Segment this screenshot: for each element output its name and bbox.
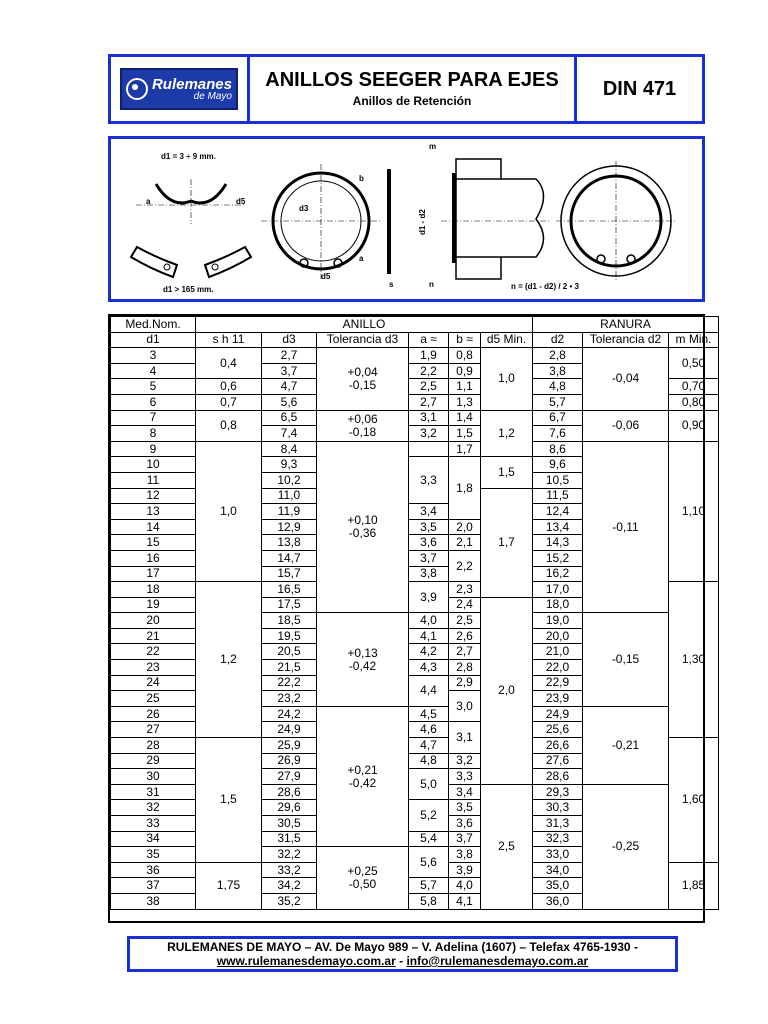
column-header: b ≈ xyxy=(449,332,481,348)
dimensions-table-frame xyxy=(108,314,712,923)
cell-a: 3,7 xyxy=(409,550,449,566)
cell-d1: 16 xyxy=(111,550,196,566)
cell-a: 5,7 xyxy=(409,878,449,894)
cell-a: 4,2 xyxy=(409,644,449,660)
cell-tol-d2: -0,11 xyxy=(583,441,669,613)
cell-d3: 26,9 xyxy=(262,753,317,769)
cell-m: 1,60 xyxy=(669,738,719,863)
cell-d2: 4,8 xyxy=(533,379,583,395)
cell-tol-d2: -0,04 xyxy=(583,348,669,410)
cell-m: 1,30 xyxy=(669,582,719,738)
svg-text:d5: d5 xyxy=(321,272,331,281)
cell-d3: 22,2 xyxy=(262,675,317,691)
cell-d3: 5,6 xyxy=(262,394,317,410)
cell-d5: 1,7 xyxy=(481,488,533,597)
column-header: Tolerancia d3 xyxy=(317,332,409,348)
cell-d1: 34 xyxy=(111,831,196,847)
cell-d2: 25,6 xyxy=(533,722,583,738)
cell-s: 1,2 xyxy=(196,582,262,738)
cell-a: 3,8 xyxy=(409,566,449,582)
email-link[interactable]: info@rulemanesdemayo.com.ar xyxy=(406,954,589,968)
cell-a: 2,5 xyxy=(409,379,449,395)
cell-b: 1,8 xyxy=(449,457,481,519)
cell-d5: 1,5 xyxy=(481,457,533,488)
cell-s: 1,5 xyxy=(196,738,262,863)
cell-d3: 15,7 xyxy=(262,566,317,582)
cell-d3: 32,2 xyxy=(262,847,317,863)
company-logo xyxy=(120,68,238,110)
cell-b: 2,5 xyxy=(449,613,481,629)
cell-d2: 36,0 xyxy=(533,893,583,909)
cell-b: 3,5 xyxy=(449,800,481,816)
svg-text:n: n xyxy=(429,280,434,289)
cell-d1: 38 xyxy=(111,893,196,909)
cell-d1: 29 xyxy=(111,753,196,769)
svg-text:a: a xyxy=(146,197,151,206)
cell-d1: 11 xyxy=(111,472,196,488)
cell-d1: 17 xyxy=(111,566,196,582)
cell-a: 4,5 xyxy=(409,706,449,722)
diagram-svg xyxy=(111,139,702,299)
cell-d2: 29,3 xyxy=(533,784,583,800)
cell-tol-d2: -0,15 xyxy=(583,613,669,707)
cell-b: 1,7 xyxy=(449,441,481,457)
column-header: d5 Min. xyxy=(481,332,533,348)
cell-d3: 7,4 xyxy=(262,426,317,442)
cell-d5: 1,2 xyxy=(481,410,533,457)
cell-d1: 19 xyxy=(111,597,196,613)
cell-d2: 24,9 xyxy=(533,706,583,722)
cell-d2: 34,0 xyxy=(533,862,583,878)
cell-a: 4,1 xyxy=(409,628,449,644)
cell-d3: 10,2 xyxy=(262,472,317,488)
cell-d3: 21,5 xyxy=(262,660,317,676)
cell-d1: 32 xyxy=(111,800,196,816)
cell-a: 3,1 xyxy=(409,410,449,426)
page-subtitle: Anillos de Retención xyxy=(352,94,472,108)
cell-d3: 14,7 xyxy=(262,550,317,566)
cell-m: 0,70 xyxy=(669,379,719,395)
cell-b: 2,6 xyxy=(449,628,481,644)
cell-b: 3,3 xyxy=(449,769,481,785)
cell-d2: 2,8 xyxy=(533,348,583,364)
cell-b: 2,1 xyxy=(449,535,481,551)
cell-d1: 35 xyxy=(111,847,196,863)
cell-d1: 23 xyxy=(111,660,196,676)
cell-b: 2,8 xyxy=(449,660,481,676)
cell-b: 3,1 xyxy=(449,722,481,753)
cell-d3: 4,7 xyxy=(262,379,317,395)
cell-d1: 3 xyxy=(111,348,196,364)
cell-d1: 31 xyxy=(111,784,196,800)
cell-d3: 24,2 xyxy=(262,706,317,722)
header xyxy=(108,54,705,124)
large-ring-segment-right xyxy=(205,247,251,277)
cell-d2: 21,0 xyxy=(533,644,583,660)
cell-a xyxy=(409,441,449,457)
cell-tol-d3: +0,25 -0,50 xyxy=(317,847,409,909)
cell-a: 3,6 xyxy=(409,535,449,551)
cell-d2: 13,4 xyxy=(533,519,583,535)
cell-b: 3,2 xyxy=(449,753,481,769)
cell-d1: 30 xyxy=(111,769,196,785)
column-header: d2 xyxy=(533,332,583,348)
svg-text:m: m xyxy=(429,142,437,151)
technical-diagram xyxy=(108,136,705,302)
cell-d2: 32,3 xyxy=(533,831,583,847)
cell-tol-d3: +0,04 -0,15 xyxy=(317,348,409,410)
svg-text:d3: d3 xyxy=(299,204,309,213)
title-cell xyxy=(250,57,577,121)
cell-d2: 28,6 xyxy=(533,769,583,785)
cell-d2: 7,6 xyxy=(533,426,583,442)
cell-tol-d3: +0,13 -0,42 xyxy=(317,613,409,707)
cell-d1: 18 xyxy=(111,582,196,598)
bearing-icon xyxy=(126,78,148,100)
cell-a: 4,0 xyxy=(409,613,449,629)
cell-d3: 11,0 xyxy=(262,488,317,504)
cell-a: 1,9 xyxy=(409,348,449,364)
cell-s: 1,75 xyxy=(196,862,262,909)
column-header: Tolerancia d2 xyxy=(583,332,669,348)
footer-address: RULEMANES DE MAYO – AV. De Mayo 989 – V. Adelina (1607) – Telefax 4765-1930 - xyxy=(167,940,638,954)
cell-d3: 16,5 xyxy=(262,582,317,598)
cell-a: 5,2 xyxy=(409,800,449,831)
group-header-med: Med.Nom. xyxy=(111,317,196,333)
svg-text:d5: d5 xyxy=(236,197,246,206)
cell-s: 0,8 xyxy=(196,410,262,441)
cell-b: 3,9 xyxy=(449,862,481,878)
dimensions-table xyxy=(110,316,719,910)
cell-d3: 34,2 xyxy=(262,878,317,894)
cell-d1: 27 xyxy=(111,722,196,738)
cell-m: 0,50 xyxy=(669,348,719,379)
cell-d2: 3,8 xyxy=(533,363,583,379)
cell-d1: 33 xyxy=(111,816,196,832)
cell-d3: 11,9 xyxy=(262,504,317,520)
cell-a: 4,6 xyxy=(409,722,449,738)
cell-d2: 8,6 xyxy=(533,441,583,457)
cell-m: 1,10 xyxy=(669,441,719,581)
range-small-label: d1 = 3 ÷ 9 mm. xyxy=(161,152,216,161)
standard-label: DIN 471 xyxy=(602,77,677,100)
groove-formula: n = (d1 - d2) / 2 • 3 xyxy=(511,282,579,291)
column-header: m Min. xyxy=(669,332,719,348)
cell-d2: 27,6 xyxy=(533,753,583,769)
ring-side-view xyxy=(387,169,391,274)
logo-sub: de Mayo xyxy=(193,90,232,102)
column-header: d3 xyxy=(262,332,317,348)
column-header: d1 xyxy=(111,332,196,348)
cell-b: 0,8 xyxy=(449,348,481,364)
cell-tol-d3: +0,06 -0,18 xyxy=(317,410,409,441)
cell-s: 0,4 xyxy=(196,348,262,379)
cell-b: 4,0 xyxy=(449,878,481,894)
cell-d3: 3,7 xyxy=(262,363,317,379)
cell-d1: 37 xyxy=(111,878,196,894)
logo-cell xyxy=(111,57,250,121)
range-large-label: d1 > 165 mm. xyxy=(163,285,214,294)
cell-b: 2,4 xyxy=(449,597,481,613)
cell-d5: 2,0 xyxy=(481,597,533,784)
cell-a: 3,5 xyxy=(409,519,449,535)
cell-a: 2,7 xyxy=(409,394,449,410)
shaft xyxy=(456,179,544,257)
cell-b: 3,8 xyxy=(449,847,481,863)
cell-m: 1,85 xyxy=(669,862,719,909)
cell-d1: 10 xyxy=(111,457,196,473)
cell-a: 5,0 xyxy=(409,769,449,800)
cell-tol-d2: -0,06 xyxy=(583,410,669,441)
svg-text:d1 - d2: d1 - d2 xyxy=(418,209,427,235)
cell-d1: 7 xyxy=(111,410,196,426)
cell-b: 1,3 xyxy=(449,394,481,410)
cell-d5: 2,5 xyxy=(481,784,533,909)
cell-d1: 15 xyxy=(111,535,196,551)
cell-d3: 6,5 xyxy=(262,410,317,426)
cell-d2: 12,4 xyxy=(533,504,583,520)
cell-d5: 1,0 xyxy=(481,348,533,410)
cell-d1: 36 xyxy=(111,862,196,878)
cell-a: 5,4 xyxy=(409,831,449,847)
cell-b: 3,7 xyxy=(449,831,481,847)
column-header: s h 11 xyxy=(196,332,262,348)
cell-a: 5,8 xyxy=(409,893,449,909)
cell-b: 2,3 xyxy=(449,582,481,598)
cell-d1: 4 xyxy=(111,363,196,379)
cell-d1: 9 xyxy=(111,441,196,457)
cell-d1: 25 xyxy=(111,691,196,707)
cell-b: 3,6 xyxy=(449,816,481,832)
cell-tol-d2: -0,21 xyxy=(583,706,669,784)
cell-d2: 30,3 xyxy=(533,800,583,816)
large-ring-segment-left xyxy=(131,247,177,277)
cell-d1: 24 xyxy=(111,675,196,691)
cell-d1: 21 xyxy=(111,628,196,644)
cell-d2: 19,0 xyxy=(533,613,583,629)
cell-d1: 5 xyxy=(111,379,196,395)
cell-d3: 33,2 xyxy=(262,862,317,878)
cell-d1: 22 xyxy=(111,644,196,660)
cell-d2: 22,0 xyxy=(533,660,583,676)
cell-m: 0,90 xyxy=(669,410,719,441)
cell-a: 5,6 xyxy=(409,847,449,878)
cell-d2: 6,7 xyxy=(533,410,583,426)
svg-text:b: b xyxy=(359,174,364,183)
cell-s: 0,6 xyxy=(196,379,262,395)
cell-a: 3,3 xyxy=(409,457,449,504)
cell-b: 1,1 xyxy=(449,379,481,395)
cell-d3: 25,9 xyxy=(262,738,317,754)
cell-d2: 18,0 xyxy=(533,597,583,613)
cell-m: 0,80 xyxy=(669,394,719,410)
cell-d3: 23,2 xyxy=(262,691,317,707)
cell-d1: 6 xyxy=(111,394,196,410)
cell-d1: 20 xyxy=(111,613,196,629)
cell-d2: 35,0 xyxy=(533,878,583,894)
footer: RULEMANES DE MAYO – AV. De Mayo 989 – V. Adelina (1607) – Telefax 4765-1930 - www.rulemanesdemayo.com.ar - info@rulemanesdemayo.com.ar xyxy=(127,936,678,972)
cell-a: 4,7 xyxy=(409,738,449,754)
cell-d1: 13 xyxy=(111,504,196,520)
cell-d2: 17,0 xyxy=(533,582,583,598)
cell-a: 4,3 xyxy=(409,660,449,676)
cell-d3: 20,5 xyxy=(262,644,317,660)
table-row xyxy=(111,441,719,457)
cell-s: 0,7 xyxy=(196,394,262,410)
cell-b: 3,4 xyxy=(449,784,481,800)
table-row xyxy=(111,410,719,426)
cell-d3: 18,5 xyxy=(262,613,317,629)
cell-d2: 33,0 xyxy=(533,847,583,863)
cell-d3: 31,5 xyxy=(262,831,317,847)
cell-b: 2,9 xyxy=(449,675,481,691)
page-title: ANILLOS SEEGER PARA EJES xyxy=(265,69,559,91)
cell-d2: 22,9 xyxy=(533,675,583,691)
cell-d2: 10,5 xyxy=(533,472,583,488)
group-header-anillo: ANILLO xyxy=(196,317,533,333)
cell-d2: 5,7 xyxy=(533,394,583,410)
cell-d1: 28 xyxy=(111,738,196,754)
cell-b: 1,4 xyxy=(449,410,481,426)
cell-d3: 2,7 xyxy=(262,348,317,364)
cell-d2: 11,5 xyxy=(533,488,583,504)
cell-d1: 26 xyxy=(111,706,196,722)
cell-d2: 20,0 xyxy=(533,628,583,644)
cell-a: 3,2 xyxy=(409,426,449,442)
cell-a: 2,2 xyxy=(409,363,449,379)
cell-d1: 12 xyxy=(111,488,196,504)
cell-d2: 14,3 xyxy=(533,535,583,551)
cell-b: 4,1 xyxy=(449,893,481,909)
cell-d3: 17,5 xyxy=(262,597,317,613)
cell-b: 2,7 xyxy=(449,644,481,660)
cell-d3: 27,9 xyxy=(262,769,317,785)
cell-d3: 9,3 xyxy=(262,457,317,473)
cell-a: 4,8 xyxy=(409,753,449,769)
svg-text:s: s xyxy=(389,280,394,289)
column-header: a ≈ xyxy=(409,332,449,348)
cell-d2: 31,3 xyxy=(533,816,583,832)
cell-d3: 24,9 xyxy=(262,722,317,738)
cell-d3: 28,6 xyxy=(262,784,317,800)
logo-name: Rulemanes xyxy=(151,75,232,93)
cell-a: 4,4 xyxy=(409,675,449,706)
cell-a: 3,4 xyxy=(409,504,449,520)
cell-d3: 30,5 xyxy=(262,816,317,832)
cell-b: 1,5 xyxy=(449,426,481,442)
cell-b: 3,0 xyxy=(449,691,481,722)
cell-tol-d3: +0,10 -0,36 xyxy=(317,441,409,613)
cell-d2: 15,2 xyxy=(533,550,583,566)
table-row xyxy=(111,348,719,364)
cell-d3: 35,2 xyxy=(262,893,317,909)
cell-d3: 19,5 xyxy=(262,628,317,644)
cell-a: 3,9 xyxy=(409,582,449,613)
cell-b: 2,2 xyxy=(449,550,481,581)
cell-d2: 26,6 xyxy=(533,738,583,754)
cell-d3: 13,8 xyxy=(262,535,317,551)
cell-d3: 29,6 xyxy=(262,800,317,816)
cell-d2: 16,2 xyxy=(533,566,583,582)
group-header-ranura: RANURA xyxy=(533,317,719,333)
cell-d2: 23,9 xyxy=(533,691,583,707)
cell-d2: 9,6 xyxy=(533,457,583,473)
cell-tol-d3: +0,21 -0,42 xyxy=(317,706,409,846)
svg-text:a: a xyxy=(359,254,364,263)
cell-b: 2,0 xyxy=(449,519,481,535)
website-link[interactable]: www.rulemanesdemayo.com.ar xyxy=(216,954,396,968)
cell-d1: 14 xyxy=(111,519,196,535)
cell-s: 1,0 xyxy=(196,441,262,581)
cell-tol-d2: -0,25 xyxy=(583,784,669,909)
cell-d1: 8 xyxy=(111,426,196,442)
cell-d3: 8,4 xyxy=(262,441,317,457)
cell-d3: 12,9 xyxy=(262,519,317,535)
cell-b: 0,9 xyxy=(449,363,481,379)
